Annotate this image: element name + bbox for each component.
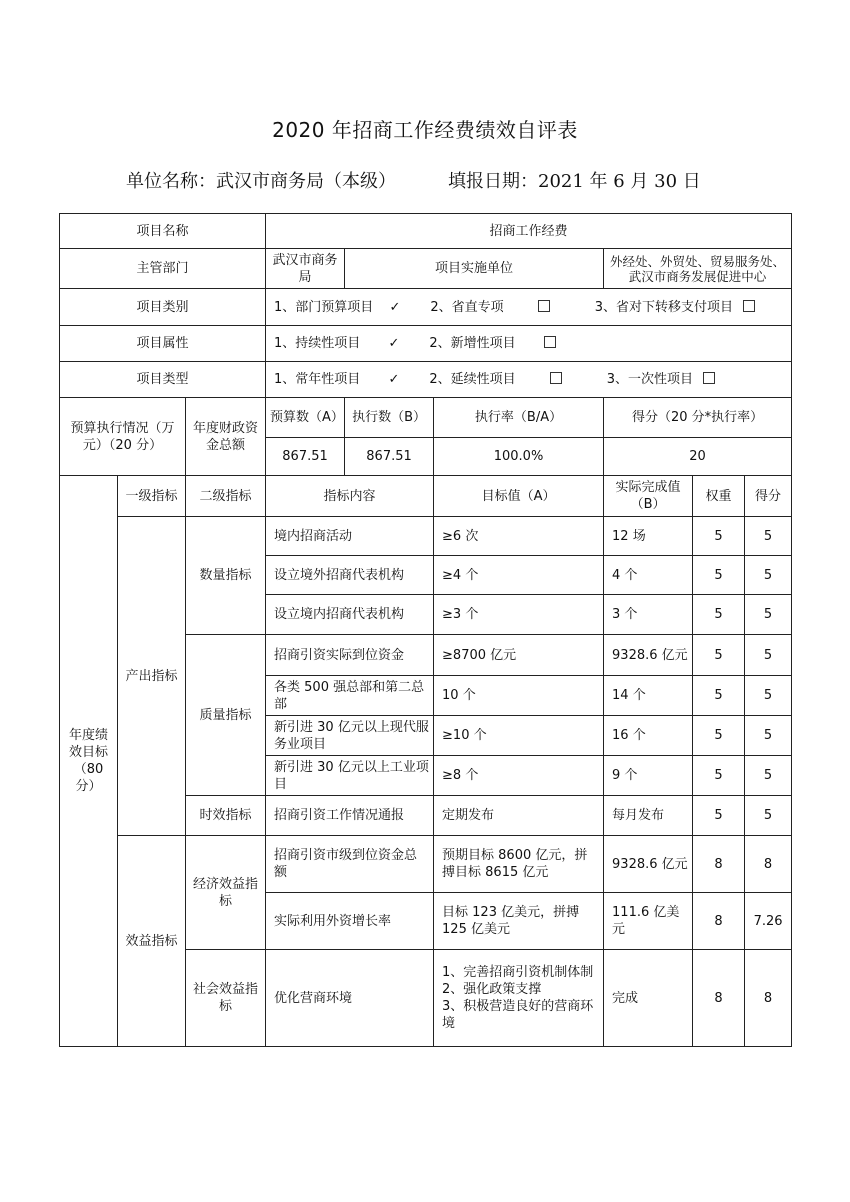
checkbox-icon	[743, 300, 755, 312]
plan-label: 预算数（A）	[266, 398, 345, 438]
project-name-value: 招商工作经费	[266, 214, 792, 249]
header-lvl2: 二级指标	[186, 476, 266, 517]
table-row: 设立境外招商代表机构 ≥4 个 4 个 5 5	[60, 556, 792, 595]
rate-label: 执行率（B/A）	[434, 398, 604, 438]
table-row: 产出指标 数量指标 境内招商活动 ≥6 次 12 场 5 5	[60, 517, 792, 556]
header-score: 得分	[745, 476, 792, 517]
table-row: 新引进 30 亿元以上工业项目 ≥8 个 9 个 5 5	[60, 756, 792, 796]
table-row: 各类 500 强总部和第二总部 10 个 14 个 5 5	[60, 676, 792, 716]
header-weight: 权重	[693, 476, 745, 517]
exec-label: 执行数（B）	[345, 398, 434, 438]
header-lvl1: 一级指标	[118, 476, 186, 517]
table-row: 实际利用外资增长率 目标 123 亿美元，拼搏 125 亿美元 111.6 亿美元 8 7.26	[60, 893, 792, 950]
impl-unit-label: 项目实施单位	[345, 249, 604, 289]
type-label: 项目类型	[60, 362, 266, 398]
plan-value: 867.51	[266, 438, 345, 476]
checkbox-icon	[544, 336, 556, 348]
lvl1-benefit: 效益指标	[118, 836, 186, 1047]
attr-options: 1、持续性项目 ✓ 2、新增性项目	[266, 326, 792, 362]
type-options: 1、常年性项目 ✓ 2、延续性项目 3、一次性项目	[266, 362, 792, 398]
table-row: 质量指标 招商引资实际到位资金 ≥8700 亿元 9328.6 亿元 5 5	[60, 635, 792, 676]
header-target: 目标值（A）	[434, 476, 604, 517]
category-label: 项目类别	[60, 289, 266, 326]
checkmark-icon: ✓	[389, 299, 401, 315]
table-row: 时效指标 招商引资工作情况通报 定期发布 每月发布 5 5	[60, 796, 792, 836]
budget-label: 预算执行情况（万元）（20 分）	[60, 398, 186, 476]
report-date: 填报日期：2021 年 6 月 30 日	[448, 171, 701, 192]
table-row: 新引进 30 亿元以上现代服务业项目 ≥10 个 16 个 5 5	[60, 716, 792, 756]
impl-unit-value: 外经处、外贸处、贸易服务处、武汉市商务发展促进中心	[604, 249, 792, 289]
table-row: 社会效益指标 优化营商环境 1、完善招商引资机制体制 2、强化政策支撑 3、积极营造良好的营商环境 完成 8 8	[60, 950, 792, 1047]
lvl2-social: 社会效益指标	[186, 950, 266, 1047]
checkmark-icon: ✓	[388, 336, 400, 351]
lvl2-timeliness: 时效指标	[186, 796, 266, 836]
rate-value: 100.0%	[434, 438, 604, 476]
checkmark-icon: ✓	[388, 372, 400, 387]
checkbox-icon	[550, 372, 562, 384]
fund-label: 年度财政资金总额	[186, 398, 266, 476]
table-row: 效益指标 经济效益指标 招商引资市级到位资金总额 预期目标 8600 亿元，拼搏目标 8615 亿元 9328.6 亿元 8 8	[60, 836, 792, 893]
category-options: 1、部门预算项目 ✓ 2、省直专项 3、省对下转移支付项目	[266, 289, 792, 326]
attr-label: 项目属性	[60, 326, 266, 362]
perf-section-label: 年度绩效目标（80 分）	[60, 476, 118, 1047]
checkbox-icon	[538, 300, 550, 312]
table-row: 设立境内招商代表机构 ≥3 个 3 个 5 5	[60, 595, 792, 635]
score-label: 得分（20 分*执行率）	[604, 398, 792, 438]
dept-value: 武汉市商务局	[266, 249, 345, 289]
unit-name: 单位名称：武汉市商务局（本级）	[126, 171, 396, 192]
header-content: 指标内容	[266, 476, 434, 517]
page-title: 2020 年招商工作经费绩效自评表	[272, 118, 578, 142]
subtitle	[126, 167, 701, 193]
dept-label: 主管部门	[60, 249, 266, 289]
lvl2-quality: 质量指标	[186, 635, 266, 796]
exec-value: 867.51	[345, 438, 434, 476]
score-value: 20	[604, 438, 792, 476]
header-actual: 实际完成值（B）	[604, 476, 693, 517]
evaluation-table	[59, 213, 792, 1047]
lvl1-output: 产出指标	[118, 517, 186, 836]
checkbox-icon	[703, 372, 715, 384]
lvl2-quantity: 数量指标	[186, 517, 266, 635]
lvl2-economic: 经济效益指标	[186, 836, 266, 950]
project-name-label: 项目名称	[60, 214, 266, 249]
